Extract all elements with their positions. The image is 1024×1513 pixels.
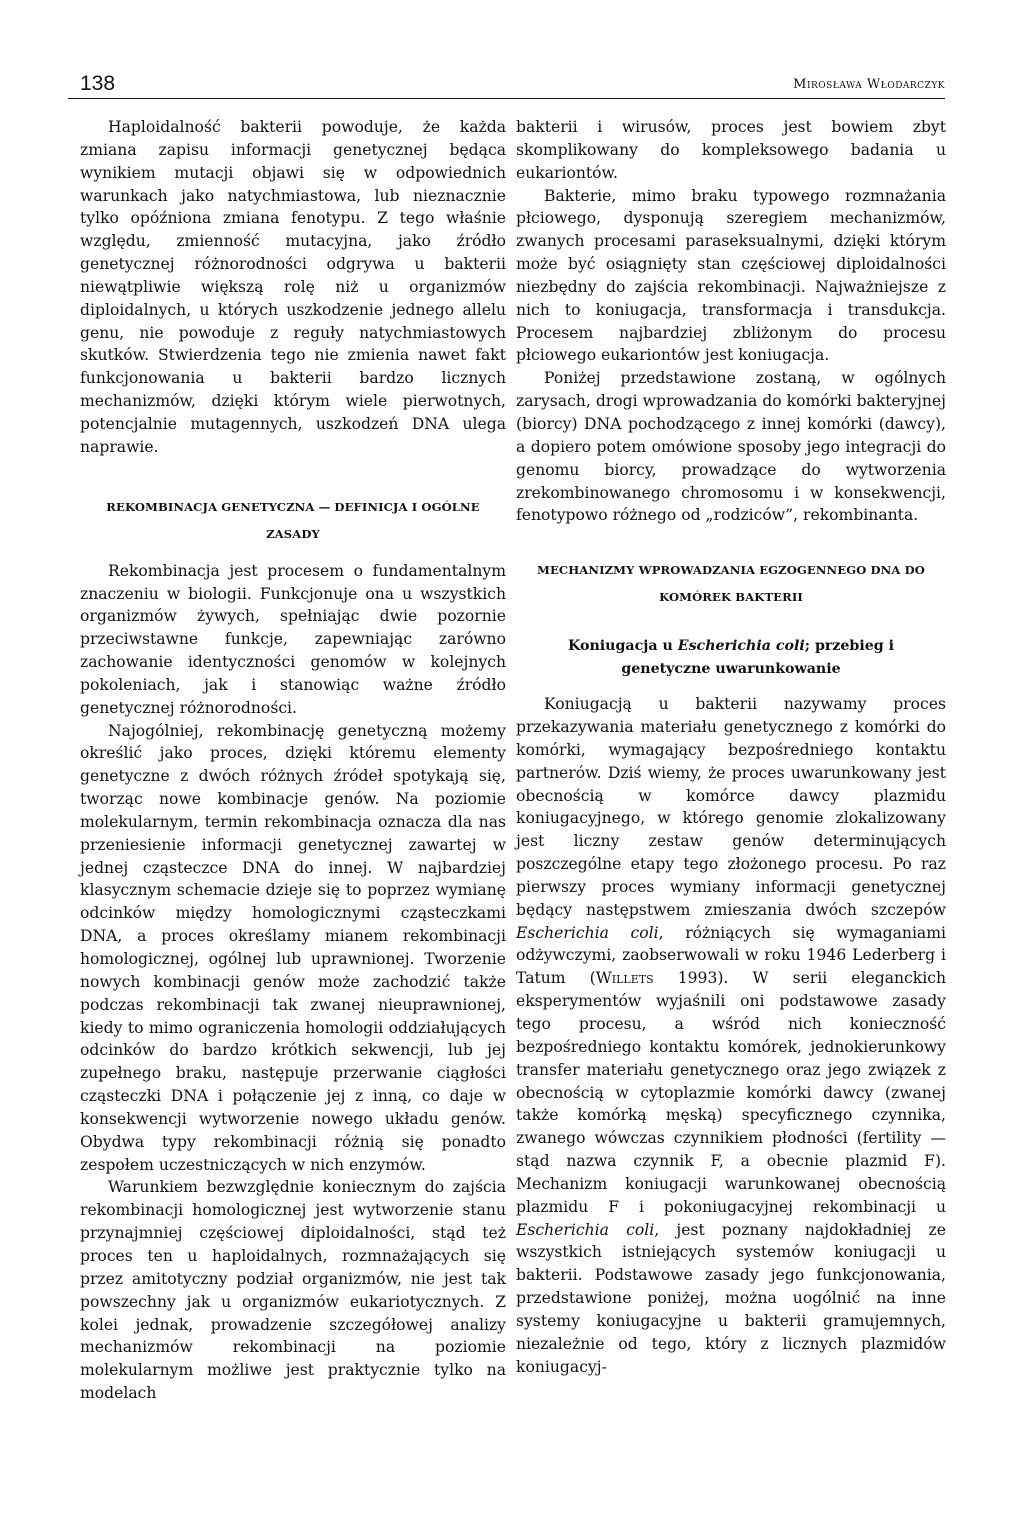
paragraph: Haploidalność bakterii powoduje, że każda zmiana zapisu informacji genetycznej będąca wynikiem mutacji objawi się w odpowiednich warunkach jako natychmiastowa, lub nieznacznie tylko opóźniona zmiana fenotypu. Z tego właśnie względu, zmienność mutacyjna, jako źródło genetycznej różnorodności odgrywa u bakterii niewątpliwie większą rolę niż u organizmów diploidalnych, u których uszkodzenie jednego allelu genu, nie powoduje z reguły natychmiastowych skutków. Stwierdzenia tego nie zmienia nawet fakt funkcjonowania u bakterii bardzo licznych mechanizmów, dzięki którym wiele pierwotnych, potencjalnie mutagennych, uszkodzeń DNA ulega naprawie. xyxy=(80,118,506,456)
paragraph: Rekombinacja jest procesem o fundamentalnym znaczeniu w biologii. Funkcjonuje ona u wszystkich organizmów żywych, spełniając dwie pozornie przeciwstawne funkcje, zapewniając zarówno zachowanie identyczności genomów w kolejnych pokoleniach, jak i stanowiąc ważne źródło genetycznej różnorodności. xyxy=(80,561,506,717)
subheading-text: ; przebieg i genetyczne uwarunkowanie xyxy=(621,638,895,678)
subheading-species: Escherichia coli xyxy=(677,638,805,655)
paragraph: Warunkiem bezwzględnie koniecznym do zajścia rekombinacji homologicznej jest wytworzenie stanu przynajmniej częściowej diploidalności, stąd też proces ten u haploidalnych, rozmnażających się przez amitotyczny podział organizmów, nie jest tak powszechny jak u organizmów eukariotycznych. Z kolei jednak, prowadzenie szczegółowej analizy mechanizmów rekombinacji na poziomie molekularnym możliwe jest praktycznie tylko na modelach xyxy=(80,1178,506,1403)
page-number: 138 xyxy=(80,72,116,95)
running-head-author: Mirosława Włodarczyk xyxy=(793,77,945,92)
paragraph-text: Koniugacją u bakterii nazywamy proces przekazywania materiału genetycznego z komórki do komórki, wymagający bezpośredniego kontaktu partnerów. Dziś wiemy, że proces uwarunkowany jest obecnością w komórce dawcy plazmidu koniugacyjnego, w którego genomie zlokalizowany jest liczny zestaw genów determinujących poszczególne etapy tego złożonego procesu. Po raz pierwszy proces wymiany informacji genetycznej będący następstwem zmieszania dwóch szczepów xyxy=(516,695,946,919)
paragraph: bakterii i wirusów, proces jest bowiem zbyt skomplikowany do kompleksowego badania u eukariontów. xyxy=(516,118,946,182)
paragraph xyxy=(516,693,946,1378)
section-heading: REKOMBINACJA GENETYCZNA — DEFINICJA I OGÓLNE ZASADY xyxy=(106,499,480,541)
subheading-text: Koniugacja u xyxy=(567,638,678,655)
paragraph: Najogólniej, rekombinację genetyczną możemy określić jako proces, dzięki któremu elementy genetyczne z dwóch różnych źródeł spotykają się, tworząc nowe kombinacje genów. Na poziomie molekularnym, termin rekombinacja oznacza dla nas przeniesienie informacji genetycznej zawartej w jednej cząsteczce DNA do innej. W najbardziej klasycznym schemacie dzieje się to poprzez wymianę odcinków między homologicznymi cząsteczkami DNA, a proces określamy mianem rekombinacji homologicznej, ogólnej lub uprawnionej. Tworzenie nowych kombinacji genów może zachodzić także podczas rekombinacji tak zwanej nieuprawnionej, kiedy to mimo ograniczenia homologii oddziałujących odcinków do bardzo krótkich sekwencji, lub jej zupełnego braku, następuje przerwanie ciągłości cząsteczki DNA i połączenie jej z inną, co daje w konsekwencji wytworzenie nowego układu genów. Obydwa typy rekombinacji różnią się ponadto zespołem uczestniczących w nich enzymów. xyxy=(80,721,506,1174)
species-name: Escherichia coli xyxy=(516,923,659,942)
left-column xyxy=(80,116,506,1405)
section-heading: MECHANIZMY WPROWADZANIA EGZOGENNEGO DNA DO KOMÓREK BAKTERII xyxy=(537,563,925,605)
citation-author: Willets xyxy=(595,969,654,988)
paragraph: Poniżej przedstawione zostaną, w ogólnych zarysach, drogi wprowadzania do komórki bakteryjnej (biorcy) DNA pochodzącego z innej komórki (dawcy), a dopiero potem omówione sposoby jego integracji do genomu biorcy, prowadzące do wytworzenia zrekombinowanego chromosomu i w konsekwencji, fenotypowo różnego od „rodziców”, rekombinanta. xyxy=(516,369,946,525)
paragraph-text: , różniących się wymaganiami odżywczymi, zaobserwowali w roku 1946 Lederberg i Tatum ( xyxy=(516,923,946,988)
paragraph: Bakterie, mimo braku typowego rozmnażania płciowego, dysponują szeregiem mechanizmów, zwanych procesami paraseksualnymi, dzięki którym może być osiągnięty stan częściowej diploidalności niezbędny do zajścia rekombinacji. Najważniejsze z nich to koniugacja, transformacja i transdukcja. Procesem najbardziej zbliżonym do procesu płciowego eukariontów jest koniugacja. xyxy=(516,186,946,365)
paragraph-text: , jest poznany najdokładniej ze wszystkich istniejących systemów koniugacji u bakterii. Podstawowe zasady jego funkcjonowania, przedstawione poniżej, można uogólnić na inne systemy koniugacyjne u bakterii gramujemnych, niezależnie od tego, który z licznych plazmidów koniugacyj- xyxy=(516,1220,946,1376)
right-column xyxy=(516,116,946,1379)
subsection-heading xyxy=(516,635,946,681)
running-head xyxy=(68,72,945,99)
paragraph-text: 1993). W serii eleganckich eksperymentów wyjaśnili oni podstawowe zasady tego procesu, a wśród nich konieczność bezpośredniego kontaktu komórek, jednokierunkowy transfer materiału genetycznego oraz jego związek z obecnością w cytoplazmie komórki dawcy (zwanej także komórką męską) specyficznego czynnika, zwanego wówczas czynnikiem płodności (fertility — stąd nazwa czynnik F, a obecnie plazmid F). Mechanizm koniugacji warunkowanej obecnością plazmidu F i pokoniugacyjnej rekombinacji u xyxy=(516,969,947,1216)
species-name: Escherichia coli xyxy=(516,1220,655,1239)
